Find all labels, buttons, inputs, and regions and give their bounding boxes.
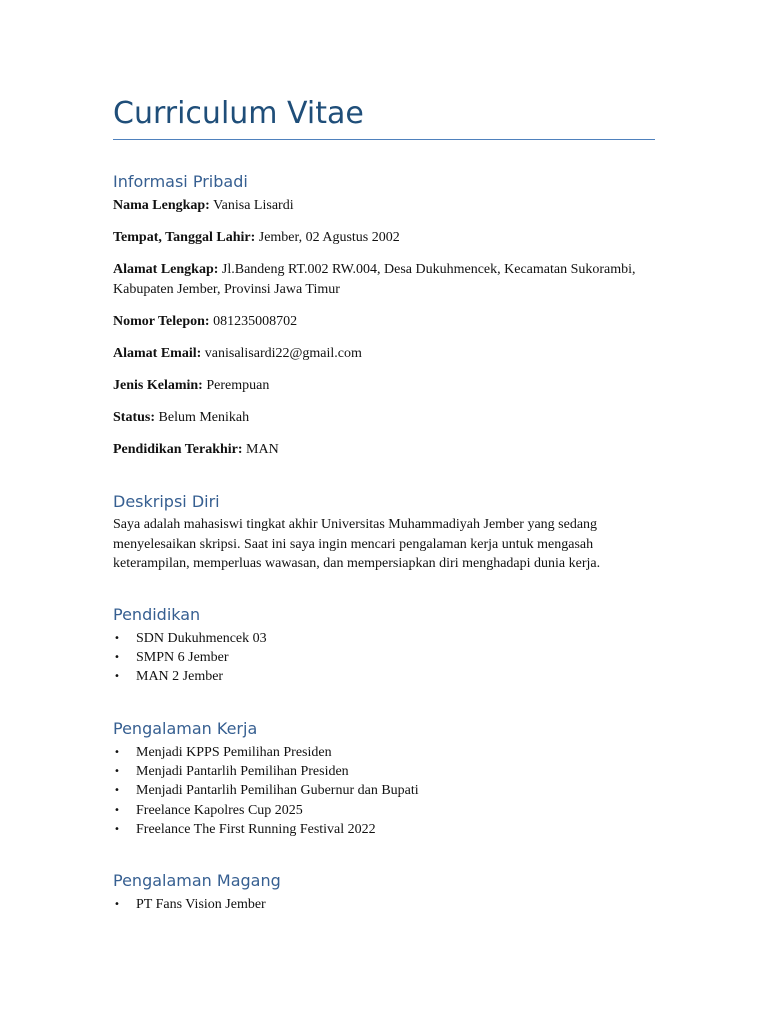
list-item [113, 801, 419, 820]
field-label: Tempat, Tanggal Lahir: [113, 230, 256, 245]
field-value: Perempuan [206, 378, 270, 393]
field-full-name [113, 196, 655, 216]
field-label: Alamat Lengkap: [113, 262, 219, 277]
field-label: Nama Lengkap: [113, 198, 210, 213]
document-title: Curriculum Vitae [113, 96, 364, 131]
field-birth-place-date [113, 228, 655, 248]
work-experience-list [113, 743, 419, 839]
field-label: Pendidikan Terakhir: [113, 442, 243, 457]
list-item-text: SDN Dukuhmencek 03 [136, 631, 267, 646]
bullet-icon: • [114, 899, 120, 910]
field-value: Belum Menikah [158, 410, 250, 425]
field-gender [113, 376, 655, 396]
list-item [113, 762, 419, 781]
self-description-text: Saya adalah mahasiswi tingkat akhir Universitas Muhammadiyah Jember yang sedang menyelesaikan skripsi. Saat ini saya ingin mencari pengalaman kerja untuk mengasah keterampilan, memperluas wawasan, dan mempersiapkan diri menghadapi dunia kerja. [113, 517, 601, 571]
section-heading-internship: Pengalaman Magang [113, 871, 281, 890]
list-item [113, 820, 419, 839]
list-item [113, 648, 267, 667]
field-marital-status [113, 408, 655, 428]
bullet-icon: • [114, 766, 120, 778]
field-email [113, 344, 655, 364]
list-item [113, 629, 267, 648]
list-item [113, 895, 266, 914]
section-heading-education: Pendidikan [113, 605, 201, 624]
field-label: Nomor Telepon: [113, 314, 210, 329]
list-item-text: SMPN 6 Jember [136, 650, 229, 666]
field-value: MAN [246, 442, 279, 457]
bullet-icon: • [114, 823, 120, 835]
list-item-text: MAN 2 Jember [136, 669, 224, 685]
bullet-icon: • [114, 652, 120, 664]
education-list [113, 629, 267, 687]
list-item-text: Menjadi Pantarlih Pemilihan Presiden [136, 764, 349, 780]
title-divider [113, 139, 655, 140]
field-value: 081235008702 [213, 314, 298, 329]
list-item [113, 781, 419, 800]
internship-list [113, 895, 266, 914]
section-heading-self-description: Deskripsi Diri [113, 492, 220, 511]
list-item [113, 667, 267, 686]
field-value: Jl.Bandeng RT.002 RW.004, Desa Dukuhmencek, Kecamatan Sukorambi, Kabupaten Jember, Provinsi Jawa Timur [113, 262, 636, 297]
bullet-icon: • [114, 671, 120, 683]
bullet-icon: • [114, 747, 120, 758]
field-address [113, 260, 655, 300]
list-item-text: Menjadi KPPS Pemilihan Presiden [136, 745, 332, 760]
list-item-text: Menjadi Pantarlih Pemilihan Gubernur dan Bupati [136, 783, 419, 799]
list-item [113, 743, 419, 762]
field-label: Alamat Email: [113, 346, 202, 361]
section-heading-personal-info: Informasi Pribadi [113, 172, 248, 191]
list-item-text: Freelance The First Running Festival 2022 [136, 821, 376, 837]
bullet-icon: • [114, 633, 120, 644]
list-item-text: Freelance Kapolres Cup 2025 [136, 802, 303, 818]
field-value: Vanisa Lisardi [213, 198, 294, 213]
field-label: Status: [113, 410, 156, 425]
field-value: Jember, 02 Agustus 2002 [258, 230, 400, 245]
list-item-text: PT Fans Vision Jember [136, 897, 266, 912]
section-heading-work-experience: Pengalaman Kerja [113, 719, 258, 738]
bullet-icon: • [114, 785, 120, 797]
field-last-education [113, 440, 655, 460]
field-phone [113, 312, 655, 332]
field-value: vanisalisardi22@gmail.com [204, 346, 362, 361]
field-label: Jenis Kelamin: [113, 378, 203, 393]
bullet-icon: • [114, 804, 120, 816]
